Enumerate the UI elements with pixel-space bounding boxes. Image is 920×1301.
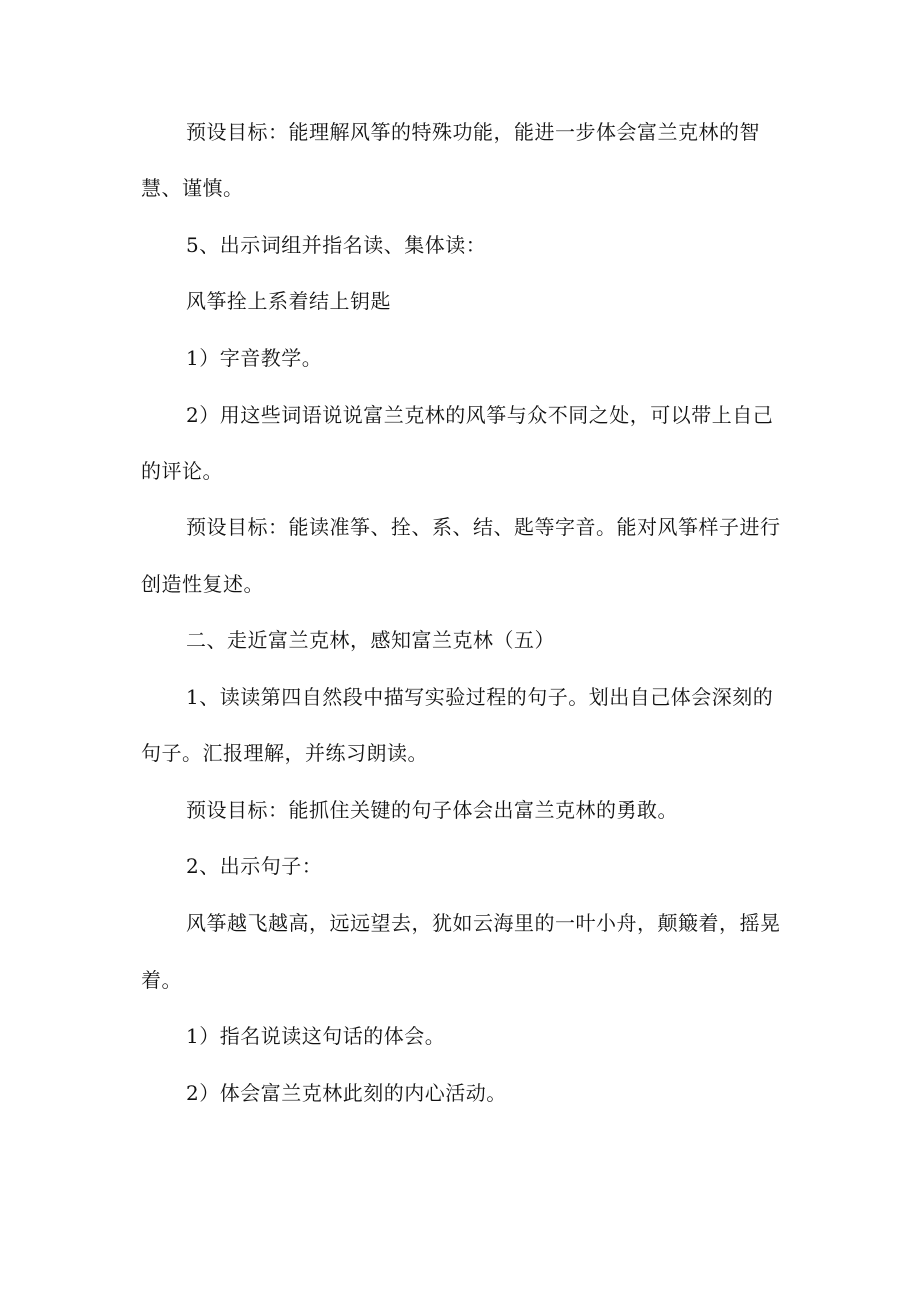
paragraph-line: 1）字音教学。 [186,346,323,370]
paragraph-line: 2）体会富兰克林此刻的内心活动。 [186,1081,507,1105]
paragraph-line: 预设目标：能理解风筝的特殊功能，能进一步体会富兰克林的智 [186,120,760,144]
paragraph-line: 风筝拴上系着结上钥匙 [186,289,391,313]
paragraph-line: 的评论。 [141,459,223,483]
paragraph-line: 着。 [141,968,182,992]
paragraph-line: 预设目标：能读准筝、拴、系、结、匙等字音。能对风筝样子进行 [186,515,781,539]
paragraph-line: 2）用这些词语说说富兰克林的风筝与众不同之处，可以带上自己 [186,403,774,427]
paragraph-line: 1、读读第四自然段中描写实验过程的句子。划出自己体会深刻的 [186,685,774,709]
paragraph-line: 2、出示句子： [186,854,323,878]
paragraph-line: 5、出示词组并指名读、集体读： [186,233,487,257]
paragraph-line: 创造性复述。 [141,572,264,596]
paragraph-line: 1）指名说读这句话的体会。 [186,1024,446,1048]
section-heading: 二、走近富兰克林，感知富兰克林（五） [186,628,555,652]
paragraph-line: 风筝越飞越高，远远望去，犹如云海里的一叶小舟，颠簸着，摇晃 [186,911,781,935]
paragraph-line: 慧、谨慎。 [141,176,244,200]
paragraph-line: 句子。汇报理解，并练习朗读。 [141,741,428,765]
paragraph-line: 预设目标：能抓住关键的句子体会出富兰克林的勇敢。 [186,798,678,822]
